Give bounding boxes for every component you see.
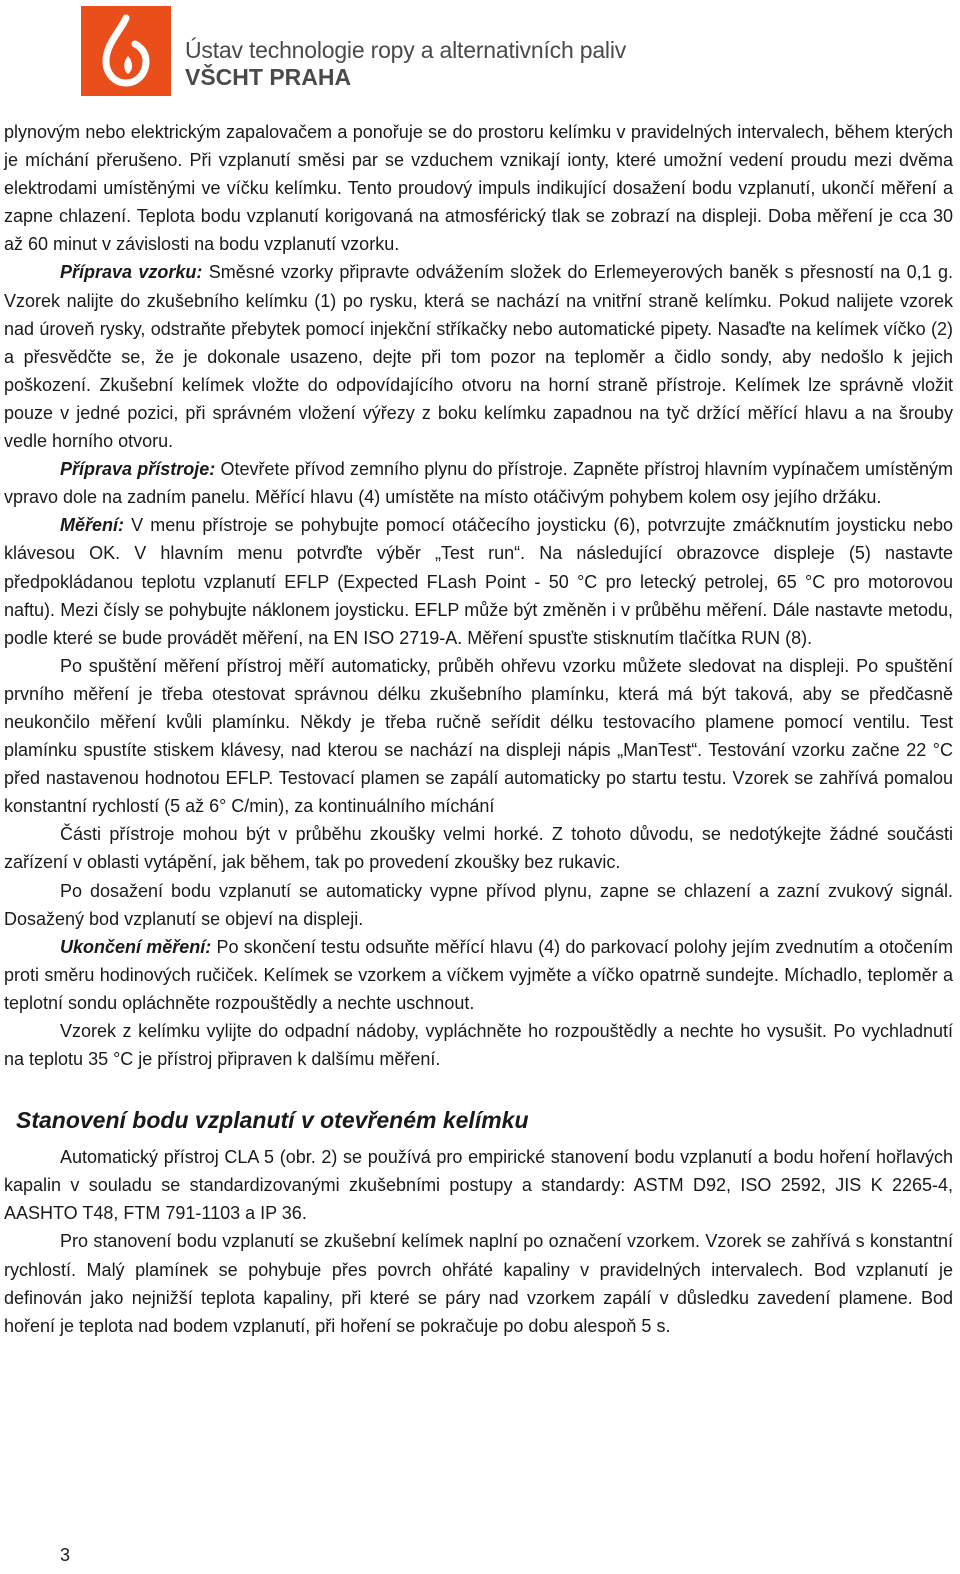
paragraph-sample-prep <box>4 258 953 455</box>
institute-name: Ústav technologie ropy a alternativních paliv <box>185 37 627 63</box>
logo <box>81 6 171 96</box>
paragraph: Automatický přístroj CLA 5 (obr. 2) se používá pro empirické stanovení bodu vzplanutí a bodu hoření hořlavých kapalin v souladu se standardizovanými zkušebními postupy a standardy: ASTM D92, ISO 2592, JIS K 2265-4, AASHTO T48, FTM 791-1103 a IP 36. <box>4 1147 953 1224</box>
paragraph-lead: Příprava přístroje: <box>60 459 216 480</box>
paragraph-lead: Příprava vzorku: <box>60 262 203 283</box>
page-number: 3 <box>60 1545 71 1565</box>
paragraph: Po dosažení bodu vzplanutí se automaticky vypne přívod plynu, zapne se chlazení a zazní zvukový signál. Dosažený bod vzplanutí se objeví na displeji. <box>4 880 953 929</box>
section-heading: Stanovení bodu vzplanutí v otevřeném kelímku <box>16 1107 529 1134</box>
document-body <box>4 118 953 1340</box>
paragraph-device-prep <box>4 455 953 511</box>
flame-drop-logo-icon <box>81 6 171 96</box>
paragraph-warning: Části přístroje mohou být v průběhu zkoušky velmi horké. Z tohoto důvodu, se nedotýkejte žádné součásti zařízení v oblasti vytápění, jak během, tak po provedení zkoušky bez rukavic. <box>4 824 953 873</box>
paragraph-end-measurement <box>4 933 953 1017</box>
paragraph-lead: Ukončení měření: <box>60 936 212 957</box>
university-name: VŠCHT PRAHA <box>185 64 352 90</box>
paragraph: Vzorek z kelímku vylijte do odpadní nádoby, vypláchněte ho rozpouštědly a nechte ho vysušit. Po vychladnutí na teplotu 35 °C je přístroj připraven k dalšímu měření. <box>4 1021 953 1070</box>
paragraph-measurement <box>4 511 953 651</box>
paragraph-text: Po skončení testu odsuňte měřící hlavu (4) do parkovací polohy jejím zvednutím a otočením proti směru hodinových ručiček. Kelímek se vzorkem a víčkem vyjměte a víčko opatrně sundejte. Míchadlo, teploměr a teplotní sondu opláchněte rozpouštědly a nechte uschnout. <box>4 936 953 1013</box>
paragraph-lead: Měření: <box>60 515 125 536</box>
page-header <box>81 6 701 98</box>
paragraph-text: Otevřete přívod zemního plynu do přístroje. Zapněte přístroj hlavním vypínačem umístěným vpravo dole na zadním panelu. Měřící hlavu (4) umístěte na místo otáčivým pohybem kolem osy jejího držáku. <box>4 459 954 508</box>
paragraph: Po spuštění měření přístroj měří automaticky, průběh ohřevu vzorku můžete sledovat na displeji. Po spuštění prvního měření je třeba otestovat správnou délku zkušebního plamínku, která má být taková, aby se předčasně neukončilo měření kvůli plamínku. Někdy je třeba ručně seřídit délku testovacího plamene pomocí ventilu. Test plamínku spustíte stiskem klávesy, nad kterou se nachází na displeji nápis „ManTest“. Testování vzorku začne 22 °C před nastavenou hodnotou EFLP. Testovací plamen se zapálí automaticky po startu testu. Vzorek se zahřívá pomalou konstantní rychlostí (5 až 6° C/min), za kontinuálního míchání <box>4 655 953 817</box>
paragraph-text: V menu přístroje se pohybujte pomocí otáčecího joysticku (6), potvrzujte zmáčknutím joysticku nebo klávesou OK. V hlavním menu potvrďte výběr „Test run“. Na následující obrazovce displeje (5) nastavte předpokládanou teplotu vzplanutí EFLP (Expected FLash Point - 50 °C pro letecký petrolej, 65 °C pro motorovou naftu). Mezi čísly se pohybujte náklonem joysticku. EFLP může být změněn i v průběhu měření. Dále nastavte metodu, podle které se bude provádět měření, na EN ISO 2719-A. Měření spusťte stisknutím tlačítka RUN (8). <box>4 515 953 648</box>
paragraph: plynovým nebo elektrickým zapalovačem a ponořuje se do prostoru kelímku v pravidelných intervalech, během kterých je míchání přerušeno. Při vzplanutí směsi par se vzduchem vznikají ionty, které umožní vedení proudu mezi dvěma elektrodami umístěnými ve víčku kelímku. Tento proudový impuls indikující dosažení bodu vzplanutí, ukončí měření a zapne chlazení. Teplota bodu vzplanutí korigovaná na atmosférický tlak se zobrazí na displeji. Doba měření je cca 30 až 60 minut v závislosti na bodu vzplanutí vzorku. <box>4 122 953 255</box>
paragraph-text: Směsné vzorky připravte odvážením složek do Erlemeyerových baněk s přesností na 0,1 g. Vzorek nalijte do zkušebního kelímku (1) po rysku, která se nachází na vnitřní straně kelímku. Pokud nalijete vzorek nad úroveň rysky, odstraňte přebytek pomocí injekční stříkačky nebo automatické pipety. Nasaďte na kelímek víčko (2) a přesvědčte se, že je dokonale usazeno, dejte při tom pozor na teploměr a čidlo sondy, aby nedošlo k jejich poškození. Zkušební kelímek vložte do odpovídajícího otvoru na horní straně přístroje. Kelímek lze správně vložit pouze v jedné pozici, při správném vložení výřezy z boku kelímku zapadnou na tyč držící měřící hlavu a na šrouby vedle horního otvoru. <box>4 262 953 452</box>
paragraph: Pro stanovení bodu vzplanutí se zkušební kelímek naplní po označení vzorkem. Vzorek se zahřívá s konstantní rychlostí. Malý plamínek se pohybuje přes povrch ohřáté kapaliny v pravidelných intervalech. Bod vzplanutí je definován jako nejnižší teplota kapaliny, při které se páry nad vzorkem zapálí v důsledku zavedení plamene. Bod hoření je teplota nad bodem vzplanutí, při hoření se pokračuje po dobu alespoň 5 s. <box>4 1231 953 1336</box>
